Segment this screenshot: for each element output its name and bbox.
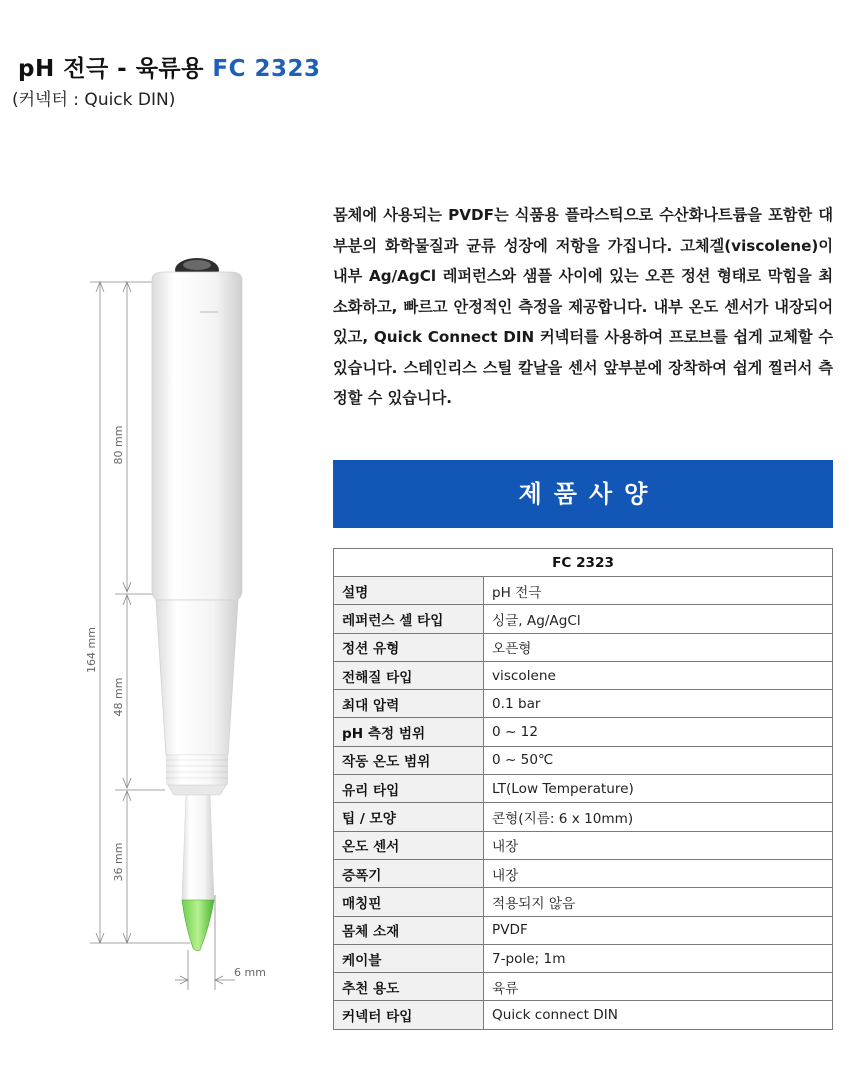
table-row: [334, 661, 833, 689]
title-model: FC 2323: [212, 56, 321, 82]
product-description: 몸체에 사용되는 PVDF는 식품용 플라스틱으로 수산화나트륨을 포함한 대부분의 화학물질과 균류 성장에 저항을 가집니다. 고체겔(viscolene)이 내부 Ag/AgCl 레퍼런스와 샘플 사이에 있는 오픈 정션 형태로 막힘을 최소화하고, 빠르고 안정적인 측정을 제공합니다. 내부 온도 센서가 내장되어 있고, Quick Connect DIN 커넥터를 사용하여 프로브를 쉽게 교체할 수 있습니다. 스테인리스 스틸 칼날을 센서 앞부분에 장착하여 쉽게 찔러서 측정할 수 있습니다.: [333, 206, 833, 407]
spec-table: [333, 548, 833, 1030]
spec-key: 증폭기: [334, 859, 484, 887]
spec-value: 0.1 bar: [484, 690, 833, 718]
table-row: [334, 803, 833, 831]
table-row: [334, 944, 833, 972]
table-row: [334, 746, 833, 774]
spec-value: 육류: [484, 973, 833, 1001]
spec-key: 케이블: [334, 944, 484, 972]
dim-total-label: 164 mm: [85, 627, 98, 673]
title-main: pH 전극 - 육류용: [18, 56, 204, 82]
spec-value: pH 전극: [484, 577, 833, 605]
spec-banner: 제품사양: [333, 460, 833, 528]
spec-key: 커넥터 타입: [334, 1001, 484, 1029]
table-row: [334, 775, 833, 803]
dim-diameter-label: 6 mm: [234, 966, 266, 979]
table-row: [334, 859, 833, 887]
spec-value: LT(Low Temperature): [484, 775, 833, 803]
spec-key: 최대 압력: [334, 690, 484, 718]
dim-body-label: 80 mm: [112, 425, 125, 465]
page-subtitle: (커넥터 : Quick DIN): [12, 90, 176, 110]
table-row: [334, 633, 833, 661]
spec-key: 설명: [334, 577, 484, 605]
table-row: [334, 888, 833, 916]
spec-value: viscolene: [484, 661, 833, 689]
table-row: [334, 831, 833, 859]
spec-key: 몸체 소재: [334, 916, 484, 944]
spec-value: 오픈형: [484, 633, 833, 661]
probe-illustration: [60, 250, 310, 990]
spec-key: 작동 온도 범위: [334, 746, 484, 774]
spec-value: Quick connect DIN: [484, 1001, 833, 1029]
spec-value: 0 ~ 12: [484, 718, 833, 746]
table-row: [334, 916, 833, 944]
spec-value: 내장: [484, 831, 833, 859]
table-row: [334, 973, 833, 1001]
spec-model-header: FC 2323: [334, 549, 833, 577]
page-title: [18, 50, 321, 83]
spec-value: PVDF: [484, 916, 833, 944]
spec-key: 정션 유형: [334, 633, 484, 661]
spec-key: pH 측정 범위: [334, 718, 484, 746]
spec-key: 전해질 타입: [334, 661, 484, 689]
table-row: [334, 1001, 833, 1029]
spec-value: 내장: [484, 859, 833, 887]
spec-key: 온도 센서: [334, 831, 484, 859]
spec-value: 싱글, Ag/AgCl: [484, 605, 833, 633]
spec-key: 레퍼런스 셀 타입: [334, 605, 484, 633]
table-row: [334, 690, 833, 718]
spec-key: 유리 타입: [334, 775, 484, 803]
table-row: [334, 605, 833, 633]
table-row: [334, 718, 833, 746]
spec-value: 콘형(지름: 6 x 10mm): [484, 803, 833, 831]
spec-value: 적용되지 않음: [484, 888, 833, 916]
spec-key: 매칭핀: [334, 888, 484, 916]
table-row: [334, 577, 833, 605]
spec-key: 팁 / 모양: [334, 803, 484, 831]
dim-tip-label: 36 mm: [112, 842, 125, 882]
spec-key: 추천 용도: [334, 973, 484, 1001]
dim-mid-label: 48 mm: [112, 677, 125, 717]
spec-value: 7-pole; 1m: [484, 944, 833, 972]
spec-value: 0 ~ 50℃: [484, 746, 833, 774]
